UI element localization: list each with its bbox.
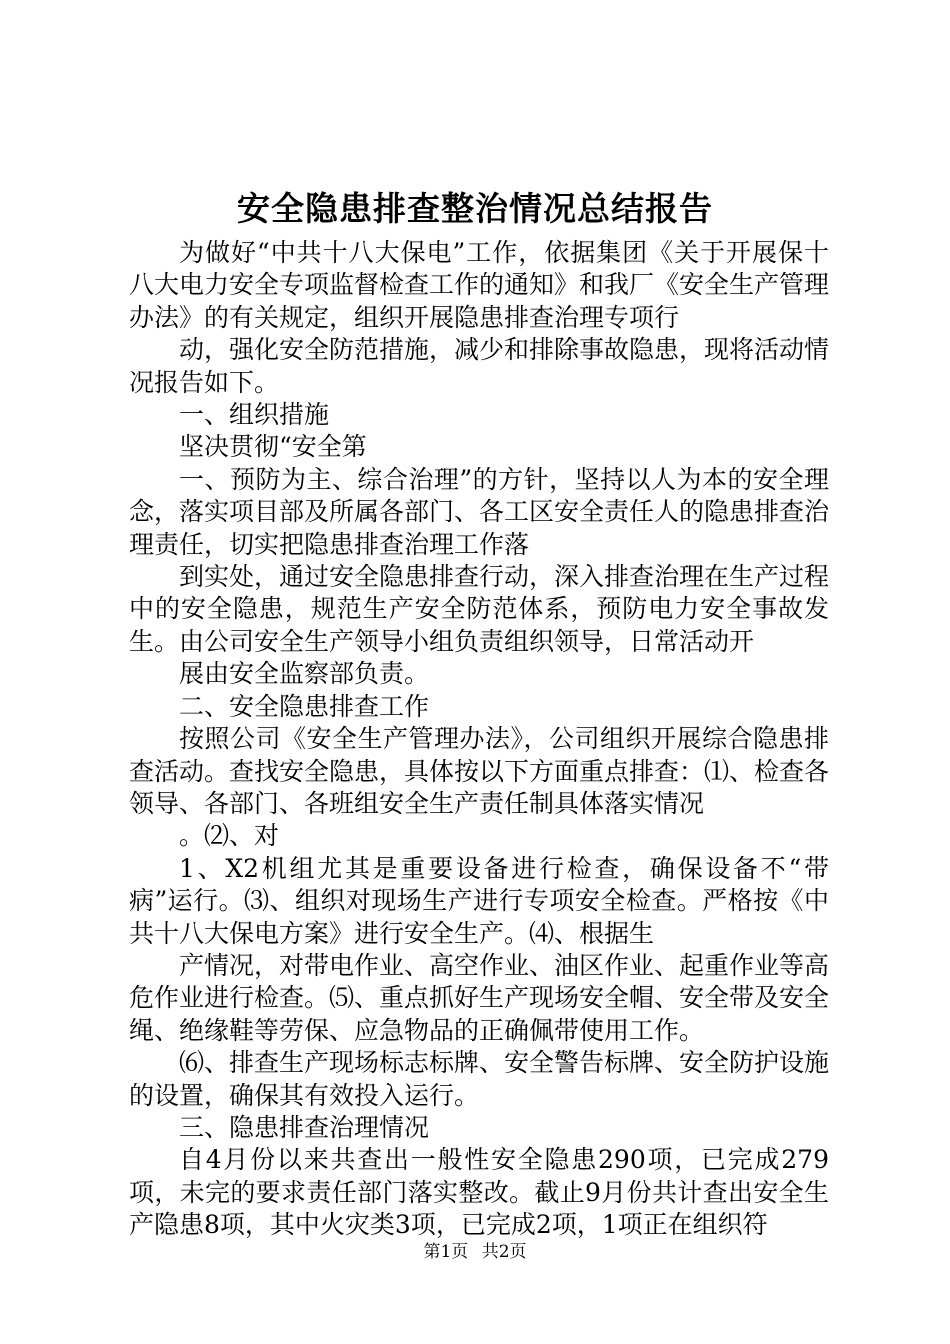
page-footer: [0, 1240, 950, 1264]
paragraph: ⑹、排查生产现场标志标牌、安全警告标牌、安全防护设施的设置，确保其有效投入运行。: [129, 1048, 830, 1110]
paragraph: 展由安全监察部负责。: [179, 659, 430, 689]
page-number: 第1页: [423, 1242, 469, 1262]
paragraph-intro: 为做好“中共十八大保电”工作，依据集团《关于开展保十八大电力安全专项监督检查工作的通知》和我厂《安全生产管理办法》的有关规定，组织开展隐患排查治理专项行: [129, 238, 830, 332]
section-heading-1: 一、组织措施: [179, 400, 330, 430]
paragraph: 按照公司《安全生产管理办法》，公司组织开展综合隐患排查活动。查找安全隐患，具体按以下方面重点排查：⑴、检查各领导、各部门、各班组安全生产责任制具体落实情况: [129, 724, 830, 818]
document-body: [129, 237, 829, 1242]
paragraph: 。⑵、对: [179, 821, 280, 851]
paragraph: 自4月份以来共查出一般性安全隐患290项，已完成279项，未完的要求责任部门落实整改。截止9月份共计查出安全生产隐患8项，其中火灾类3项，已完成2项，1项正在组织符: [129, 1145, 829, 1240]
paragraph: 到实处，通过安全隐患排查行动，深入排查治理在生产过程中的安全隐患，规范生产安全防范体系，预防电力安全事故发生。由公司安全生产领导小组负责组织领导，日常活动开: [129, 562, 830, 656]
paragraph: 产情况，对带电作业、高空作业、油区作业、起重作业等高危作业进行检查。⑸、重点抓好生产现场安全帽、安全带及安全绳、绝缘鞋等劳保、应急物品的正确佩带使用工作。: [129, 950, 830, 1045]
paragraph: 1、X2机组尤其是重要设备进行检查，确保设备不“带病”运行。⑶、组织对现场生产进行专项安全检查。严格按《中共十八大保电方案》进行安全生产。⑷、根据生: [129, 853, 829, 948]
paragraph: 坚决贯彻“安全第: [179, 432, 367, 462]
section-heading-3: 三、隐患排查治理情况: [179, 1112, 430, 1142]
page-total: 共2页: [481, 1242, 527, 1262]
document-title: 安全隐患排查整治情况总结报告: [237, 189, 713, 228]
section-heading-2: 二、安全隐患排查工作: [179, 691, 430, 721]
paragraph: 一、预防为主、综合治理”的方针，坚持以人为本的安全理念，落实项目部及所属各部门、各工区安全责任人的隐患排查治理责任，切实把隐患排查治理工作落: [129, 464, 830, 559]
paragraph-intro-cont: 动，强化安全防范措施，减少和排除事故隐患，现将活动情况报告如下。: [129, 335, 830, 397]
